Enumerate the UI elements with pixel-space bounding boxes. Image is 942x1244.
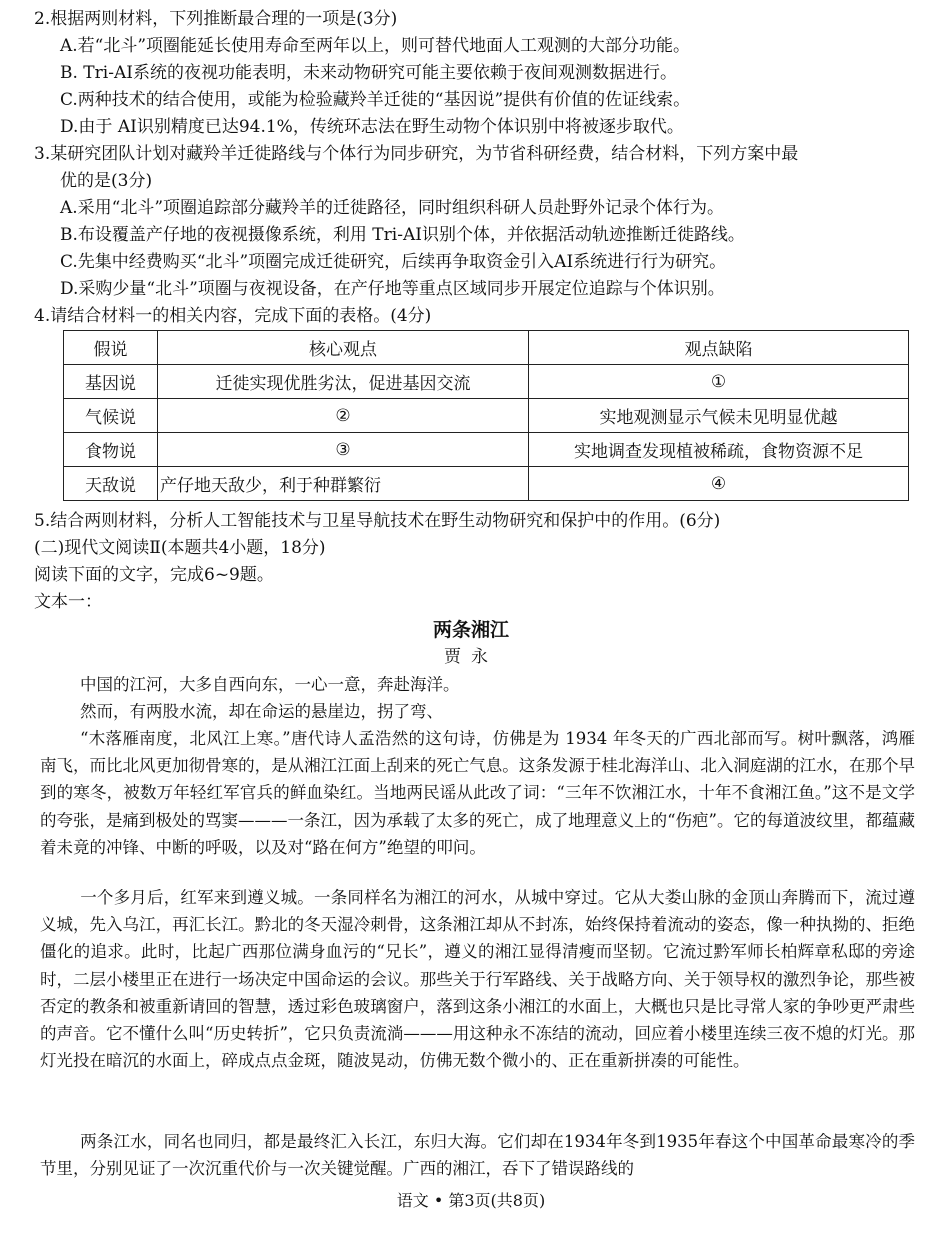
table-row: [64, 399, 909, 433]
question-3-option-c: C.先集中经费购买“北斗”项圈完成迁徙研究，后续再争取资金引入AI系统进行行为研究。: [60, 252, 727, 272]
question-3-stem: 3.某研究团队计划对藏羚羊迁徙路线与个体行为同步研究，为节省科研经费，结合材料，下列方案中最: [34, 144, 799, 164]
text-label: 文本一：: [34, 592, 102, 612]
question-3-option-a: A.采用“北斗”项圈追踪部分藏羚羊的迁徙路径，同时组织科研人员赴野外记录个体行为。: [60, 198, 725, 218]
table-cell: 实地调查发现植被稀疏，食物资源不足: [529, 433, 909, 467]
question-3-option-d: D.采购少量“北斗”项圈与夜视设备，在产仔地等重点区域同步开展定位追踪与个体识别。: [60, 279, 725, 299]
question-3-stem-continued: 优的是(3分): [60, 171, 153, 191]
table-cell: 基因说: [64, 365, 158, 399]
section-instruction: 阅读下面的文字，完成6~9题。: [34, 565, 274, 585]
table-cell: 迁徙实现优胜劣汰，促进基因交流: [158, 365, 529, 399]
section-heading: (二)现代文阅读Ⅱ(本题共4小题，18分): [34, 538, 326, 558]
table-header-cell: 假说: [64, 331, 158, 365]
answer-blank-4: ④: [529, 467, 909, 501]
question-2-option-d: D.由于 AI识别精度已达94.1%，传统环志法在野生动物个体识别中将被逐步取代。: [60, 117, 684, 137]
question-3-option-b: B.布设覆盖产仔地的夜视摄像系统，利用 Tri-AI识别个体，并依据活动轨迹推断迁徙路线。: [60, 225, 745, 245]
article-paragraph: 中国的江河，大多自西向东，一心一意，奔赴海洋。: [80, 675, 460, 694]
table-header-cell: 观点缺陷: [529, 331, 909, 365]
table-row: [64, 467, 909, 501]
article-title: 两条湘江: [432, 619, 509, 641]
table-header-cell: 核心观点: [158, 331, 529, 365]
table-header-row: [64, 331, 909, 365]
table-cell: 产仔地天敌少，利于种群繁衍: [158, 467, 529, 501]
article-paragraph: 两条江水，同名也同归，都是最终汇入长江，东归大海。它们却在1934年冬到1935年春这个中国革命最寒冷的季节里，分别见证了一次沉重代价与一次关键觉醒。广西的湘江，吞下了错误路线的: [40, 1132, 915, 1179]
article-paragraph: 一个多月后，红军来到遵义城。一条同样名为湘江的河水，从城中穿过。它从大娄山脉的金顶山奔腾而下，流过遵义城，先入乌江，再汇长江。黔北的冬天湿冷刺骨，这条湘江却从不封冻，始终保持着流动的姿态，像一种执拗的、拒绝僵化的追求。此时，比起广西那位满身血污的“兄长”，遵义的湘江显得清瘦而坚韧。它流过黔军师长柏辉章私邸的旁途时，二层小楼里正在进行一场决定中国命运的会议。那些关于行军路线、关于战略方向、关于领导权的激烈争论，那些被否定的教条和被重新请回的智慧，透过彩色玻璃窗户，落到这条小湘江的水面上，大概也只是比寻常人家的争吵更严肃些的声音。它不懂什么叫“历史转折”，它只负责流淌———用这种永不冻结的流动，回应着小楼里连续三夜不熄的灯光。那灯光投在暗沉的水面上，碎成点点金斑，随波晃动，仿佛无数个微小的、正在重新拼凑的可能性。: [40, 888, 915, 1071]
table-row: [64, 365, 909, 399]
question-4-stem: 4.请结合材料一的相关内容，完成下面的表格。(4分): [34, 306, 432, 326]
table-row: [64, 433, 909, 467]
article-author: 贾永: [444, 647, 498, 667]
hypothesis-table: [63, 330, 909, 501]
question-5-stem: 5.结合两则材料，分析人工智能技术与卫星导航技术在野生动物研究和保护中的作用。(6分): [34, 511, 721, 531]
article-paragraph: “木落雁南度，北风江上寒。”唐代诗人孟浩然的这句诗，仿佛是为 1934 年冬天的广西北部而写。树叶飘落，鸿雁南飞，而比北风更加彻骨寒的，是从湘江江面上刮来的死亡气息。这条发源于桂北海洋山、北入洞庭湖的江水，在那个早到的寒冬，被数万年轻红军官兵的鲜血染红。当地两民谣从此改了词：“三年不饮湘江水，十年不食湘江鱼。”这不是文学的夸张，是痛到极处的骂窦———一条江，因为承载了太多的死亡，成了地理意义上的“伤疤”。它的每道波纹里，都蕴藏着未竟的冲锋、中断的呼吸，以及对“路在何方”绝望的叩问。: [40, 729, 915, 857]
question-2-option-c: C.两种技术的结合使用，或能为检验藏羚羊迁徙的“基因说”提供有价值的佐证线索。: [60, 90, 691, 110]
article-paragraph: 然而，有两股水流，却在命运的悬崖边，拐了弯、: [80, 702, 443, 721]
table-cell: 实地观测显示气候未见明显优越: [529, 399, 909, 433]
answer-blank-2: ②: [158, 399, 529, 433]
question-2-option-b: B. Tri-AI系统的夜视功能表明，未来动物研究可能主要依赖于夜间观测数据进行。: [60, 63, 677, 83]
question-2-option-a: A.若“北斗”项圈能延长使用寿命至两年以上，则可替代地面人工观测的大部分功能。: [60, 36, 691, 56]
answer-blank-1: ①: [529, 365, 909, 399]
table-cell: 气候说: [64, 399, 158, 433]
page-footer: 语文 • 第3页(共8页): [396, 1191, 546, 1210]
table-cell: 天敌说: [64, 467, 158, 501]
question-2-stem: 2.根据两则材料，下列推断最合理的一项是(3分): [34, 9, 398, 29]
table-cell: 食物说: [64, 433, 158, 467]
answer-blank-3: ③: [158, 433, 529, 467]
